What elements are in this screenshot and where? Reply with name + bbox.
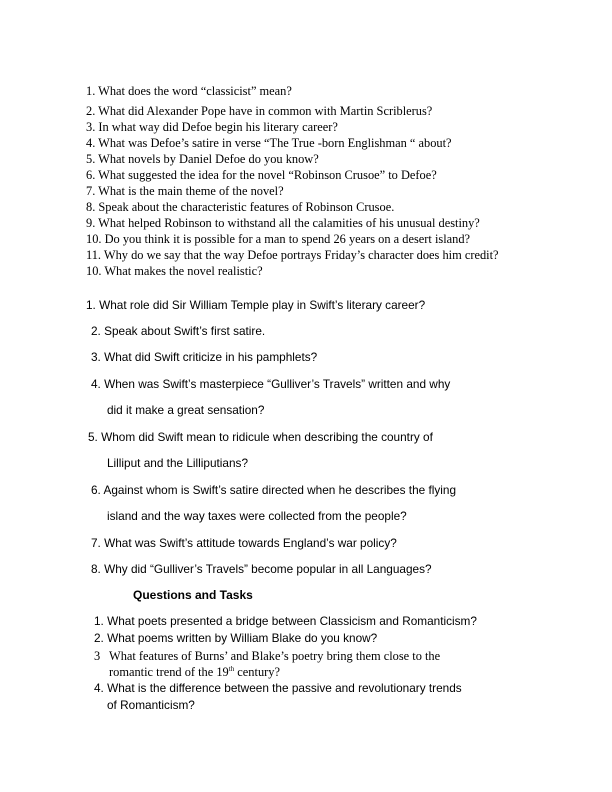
question-item: 2. What did Alexander Pope have in common with Martin Scriblerus? — [86, 104, 433, 118]
question-item-continuation: of Romanticism? — [107, 698, 195, 712]
question-item: 6. What suggested the idea for the novel “Robinson Crusoe” to Defoe? — [86, 168, 437, 182]
question-item-continuation — [109, 664, 280, 681]
question-item-continuation: island and the way taxes were collected from the people? — [107, 509, 407, 523]
question-number: 3 — [94, 649, 101, 663]
superscript-ordinal: th — [228, 664, 235, 673]
question-item: 2. Speak about Swift’s first satire. — [91, 324, 266, 338]
question-item: 3. In what way did Defoe begin his literary career? — [86, 120, 338, 134]
question-item: 4. What is the difference between the passive and revolutionary trends — [94, 681, 462, 695]
continuation-text-end: century? — [234, 665, 280, 679]
question-item: 2. What poems written by William Blake do you know? — [94, 631, 378, 645]
question-text: What features of Burns’ and Blake’s poetry bring them close to the — [109, 649, 441, 663]
question-item: 1. What does the word “classicist” mean? — [86, 84, 292, 98]
continuation-text: romantic trend of the 19 — [109, 665, 229, 679]
question-item: 4. When was Swift’s masterpiece “Gulliver’s Travels” written and why — [91, 377, 451, 391]
question-item: 3. What did Swift criticize in his pamphlets? — [91, 350, 318, 364]
question-item: 10. What makes the novel realistic? — [86, 264, 263, 278]
question-item: 5. What novels by Daniel Defoe do you know? — [86, 152, 319, 166]
question-item: 8. Why did “Gulliver’s Travels” become popular in all Languages? — [91, 562, 432, 576]
question-item: 4. What was Defoe’s satire in verse “The True -born Englishman “ about? — [86, 136, 452, 150]
question-item: 8. Speak about the characteristic features of Robinson Crusoe. — [86, 200, 395, 214]
question-item: 1. What role did Sir William Temple play in Swift’s literary career? — [86, 298, 426, 312]
question-item-continuation: Lilliput and the Lilliputians? — [107, 456, 249, 470]
question-item: 7. What is the main theme of the novel? — [86, 184, 284, 198]
question-item: 11. Why do we say that the way Defoe portrays Friday’s character does him credit? — [86, 248, 499, 262]
question-item: 7. What was Swift’s attitude towards England’s war policy? — [91, 536, 397, 550]
question-item-continuation: did it make a great sensation? — [107, 403, 265, 417]
question-item: 5. Whom did Swift mean to ridicule when describing the country of — [88, 430, 433, 444]
question-item: 1. What poets presented a bridge between Classicism and Romanticism? — [94, 614, 477, 628]
section-heading: Questions and Tasks — [133, 588, 253, 602]
question-item: 9. What helped Robinson to withstand all the calamities of his unusual destiny? — [86, 216, 480, 230]
question-item: 10. Do you think it is possible for a man to spend 26 years on a desert island? — [86, 232, 471, 246]
question-item: 6. Against whom is Swift’s satire directed when he describes the flying — [91, 483, 457, 497]
